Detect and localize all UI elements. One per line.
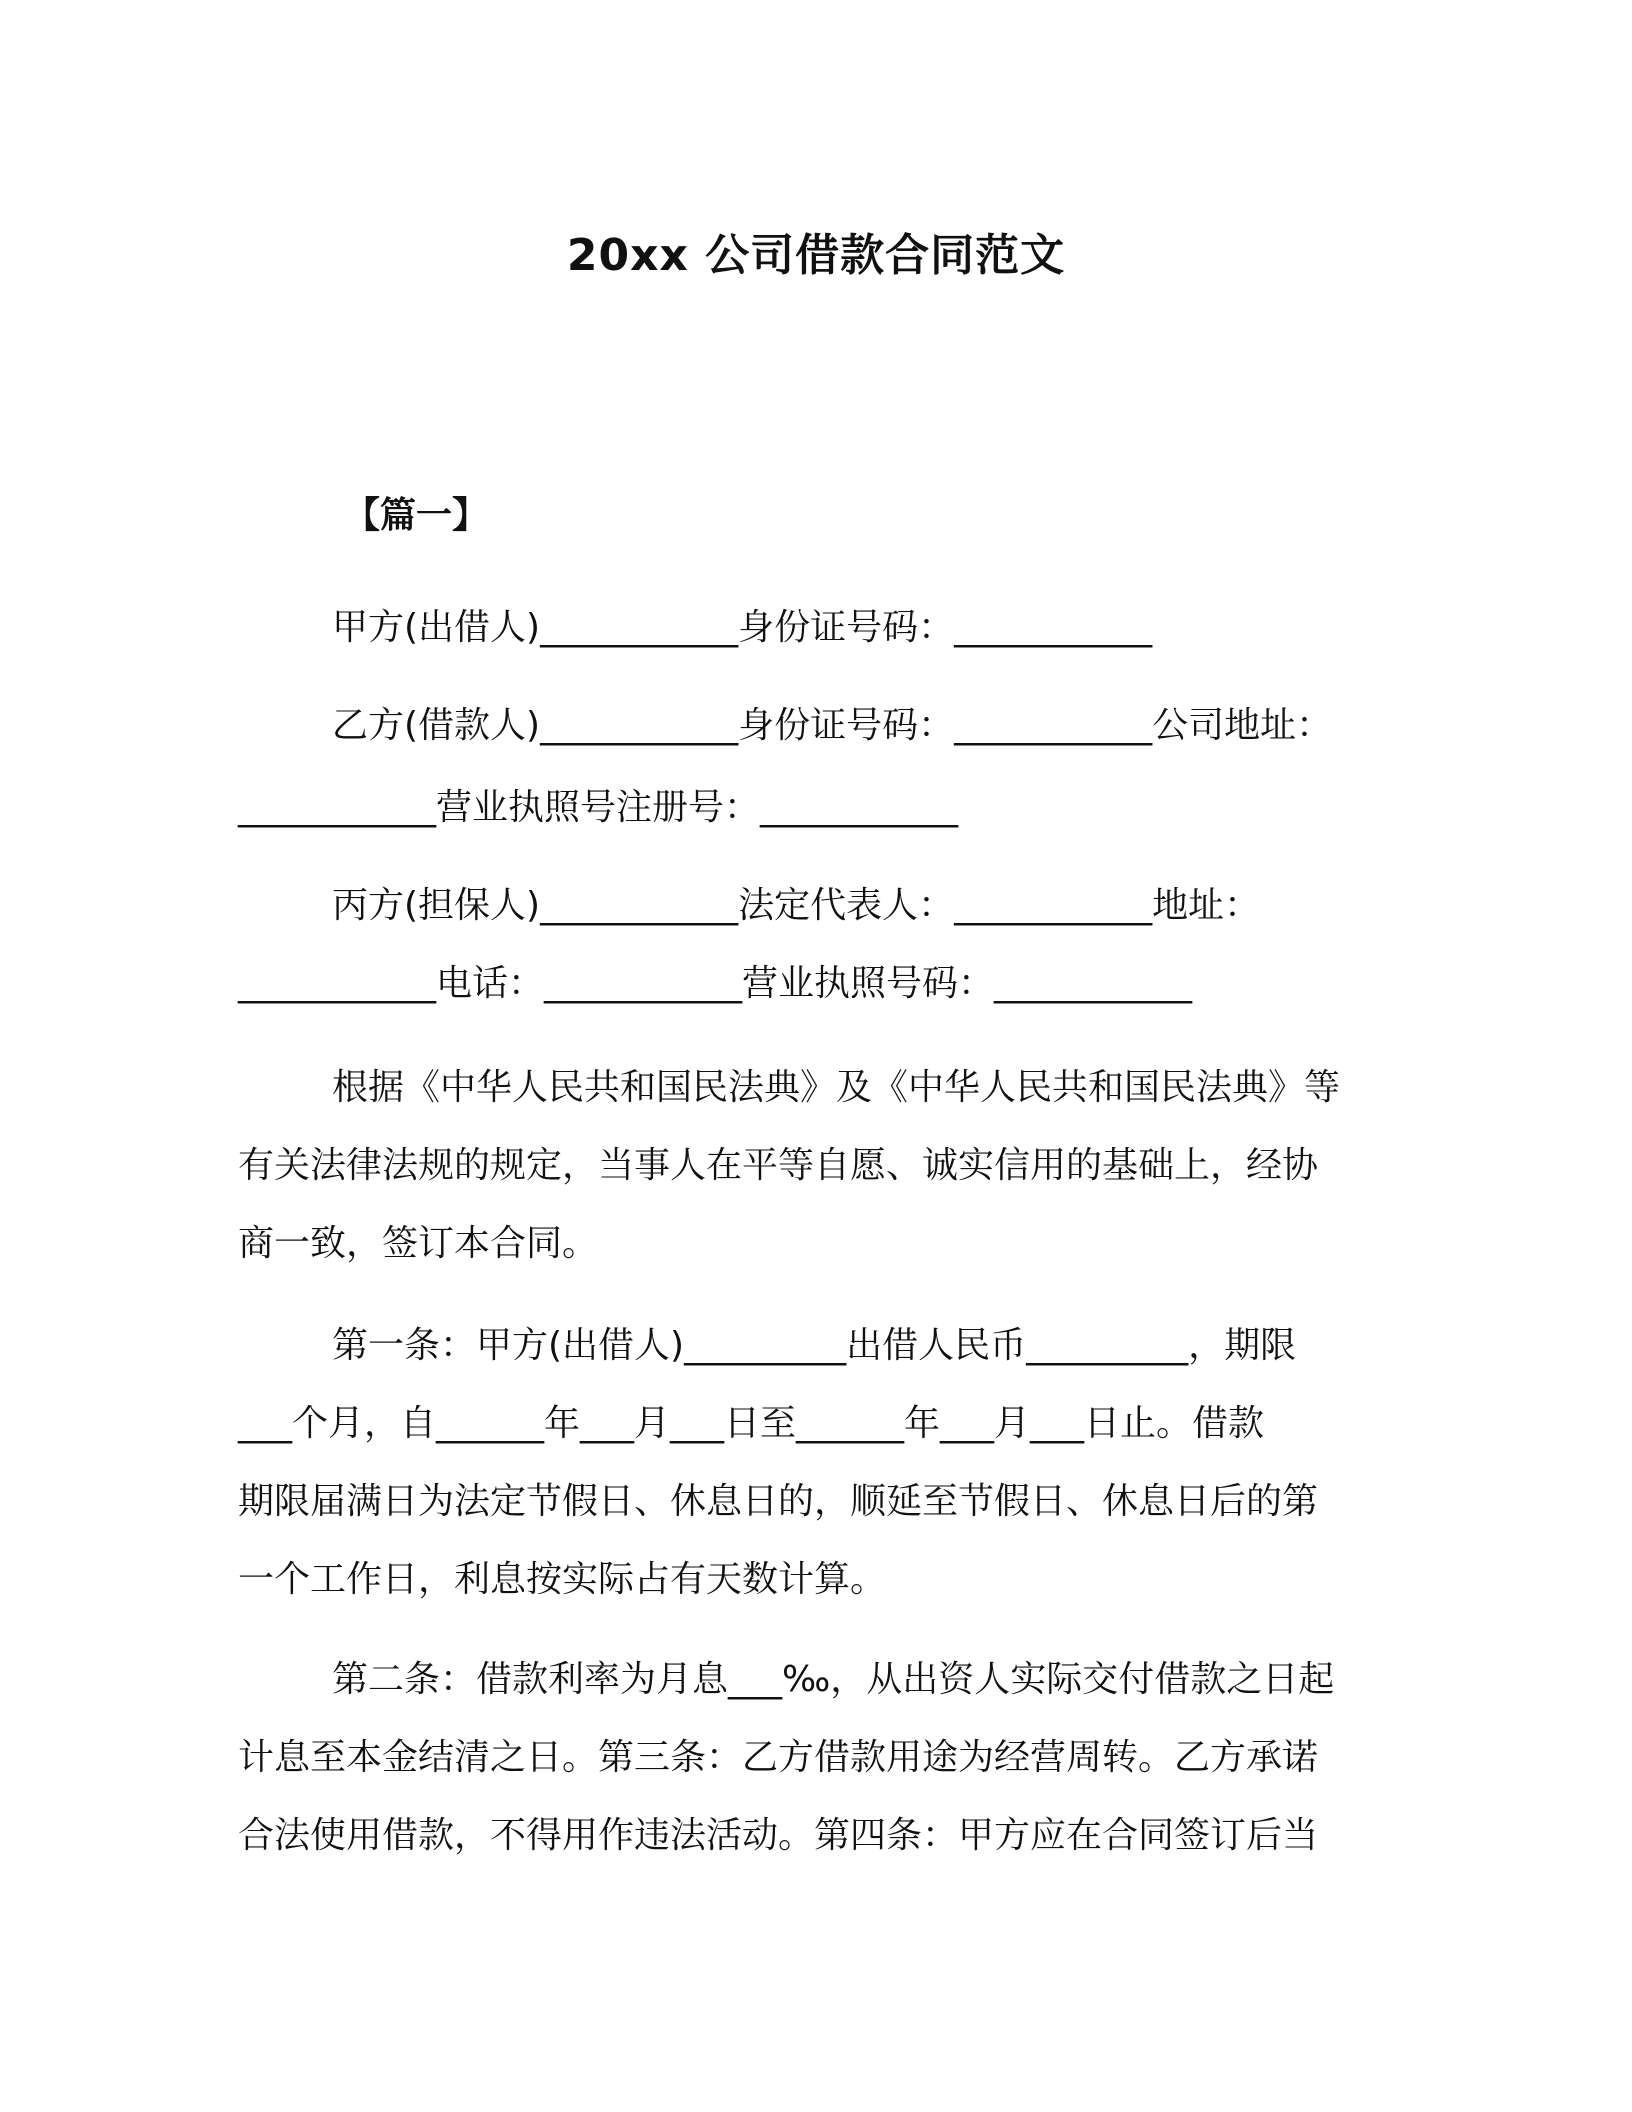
article-1-line-3: 期限届满日为法定节假日、休息日的，顺延至节假日、休息日后的第 (238, 1481, 1319, 1522)
article-1-line-4: 一个工作日，利息按实际占有天数计算。 (238, 1559, 887, 1600)
party-c-line-1: 丙方(担保人)___________法定代表人：___________地址： (332, 885, 1261, 926)
preamble-line-1: 根据《中华人民共和国民法典》及《中华人民共和国民法典》等 (332, 1067, 1341, 1108)
preamble-line-2: 有关法律法规的规定，当事人在平等自愿、诚实信用的基础上，经协 (238, 1145, 1319, 1186)
party-c-line-2: ___________电话：___________营业执照号码：___________ (238, 963, 1193, 1004)
article-2-line-2: 计息至本金结清之日。第三条：乙方借款用途为经营周转。乙方承诺 (238, 1737, 1319, 1778)
party-b-line-1: 乙方(借款人)___________身份证号码：___________公司地址： (332, 705, 1333, 746)
document-title: 20xx 公司借款合同范文 (566, 230, 1066, 281)
article-1-line-1: 第一条：甲方(出借人)_________出借人民币_________，期限 (332, 1325, 1297, 1366)
article-2-line-1: 第二条：借款利率为月息___‰，从出资人实际交付借款之日起 (332, 1659, 1335, 1700)
preamble-line-3: 商一致，签订本合同。 (238, 1223, 599, 1264)
article-1-line-2: ___个月，自______年___月___日至______年___月___日止。借款 (238, 1403, 1265, 1444)
party-b-line-2: ___________营业执照号注册号：___________ (238, 787, 959, 828)
party-a-line: 甲方(出借人)___________身份证号码：___________ (332, 607, 1153, 648)
article-2-line-3: 合法使用借款，不得用作违法活动。第四条：甲方应在合同签订后当 (238, 1815, 1319, 1856)
section-label: 【篇一】 (344, 495, 489, 536)
